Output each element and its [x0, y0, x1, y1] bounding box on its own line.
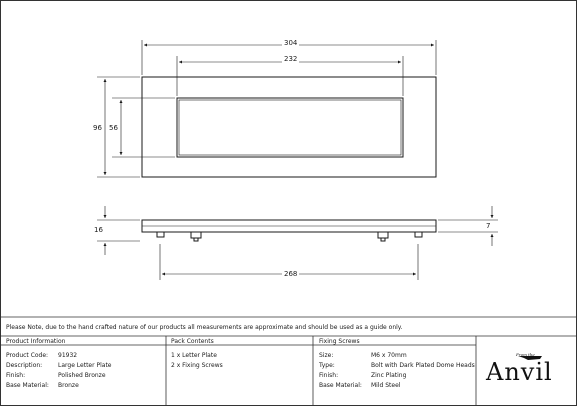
dim-fixing-centres: 268	[284, 270, 298, 278]
dim-overall-length: 304	[284, 39, 298, 47]
dim-side-thickness: 7	[486, 222, 491, 230]
screw-size-label: Size:	[319, 352, 334, 359]
dimension-lines-side	[97, 206, 498, 280]
pack-item: 1 x Letter Plate	[171, 352, 217, 359]
measurement-note: Please Note, due to the hand crafted nature of our products all measurements are approximate and should be used as a guide only.	[6, 324, 403, 331]
back-lug-right	[415, 232, 422, 237]
dim-depth: 16	[94, 226, 103, 234]
screw-type-value: Bolt with Dark Plated Dome Heads	[371, 362, 475, 369]
product-info-header: Product Information	[6, 338, 66, 345]
back-lug-left	[157, 232, 164, 237]
dimension-lines-top	[142, 40, 436, 96]
front-view	[142, 77, 436, 177]
pack-contents-header: Pack Contents	[171, 338, 214, 345]
plate-outline	[142, 77, 436, 177]
logo-small-text: From the	[516, 352, 535, 357]
aperture-inner-outline	[179, 100, 401, 155]
dim-aperture-length: 232	[284, 55, 298, 63]
aperture-outline	[177, 98, 403, 157]
base-material-value: Bronze	[58, 382, 79, 389]
screw-size-value: M6 x 70mm	[371, 352, 407, 359]
screw-stub-right	[381, 238, 385, 241]
side-view	[142, 220, 436, 241]
screw-stub-left	[194, 238, 198, 241]
screw-finish-label: Finish:	[319, 372, 339, 379]
screw-post-right	[378, 232, 388, 238]
screw-post-left	[191, 232, 201, 238]
finish-label: Finish:	[6, 372, 26, 379]
pack-item: 2 x Fixing Screws	[171, 362, 223, 369]
fixing-screws-header: Fixing Screws	[319, 338, 360, 345]
product-code-value: 91932	[58, 352, 78, 359]
finish-value: Polished Bronze	[58, 372, 106, 379]
logo-name: Anvil	[486, 358, 553, 386]
screw-material-value: Mild Steel	[371, 382, 401, 389]
screw-type-label: Type:	[319, 362, 335, 369]
screw-material-label: Base Material:	[319, 382, 362, 389]
screw-finish-value: Zinc Plating	[371, 372, 407, 379]
base-material-label: Base Material:	[6, 382, 49, 389]
description-label: Description:	[6, 362, 43, 369]
dim-overall-height: 96	[93, 124, 102, 132]
description-value: Large Letter Plate	[58, 362, 112, 369]
dim-aperture-height: 56	[109, 124, 118, 132]
product-code-label: Product Code:	[6, 352, 49, 359]
